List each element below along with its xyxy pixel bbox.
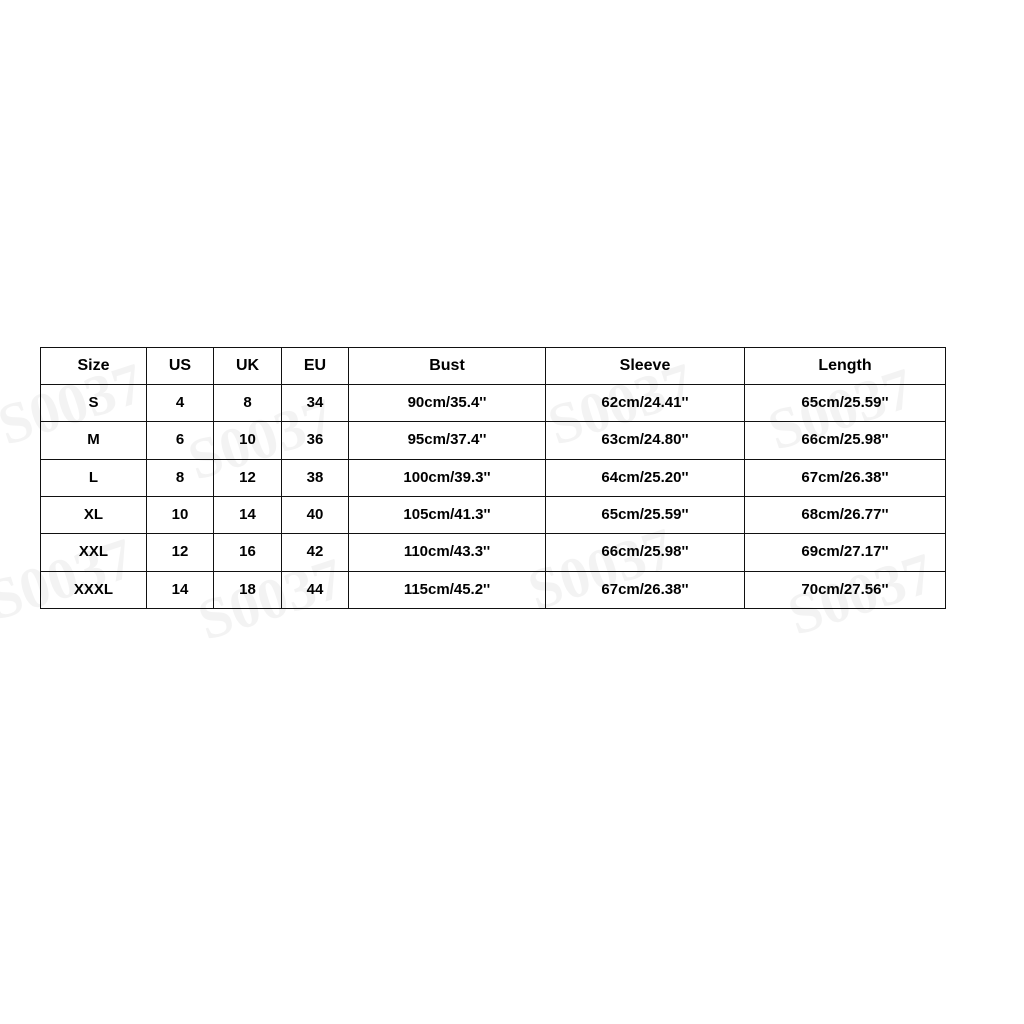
header-uk: UK (214, 348, 282, 385)
header-us: US (147, 348, 214, 385)
cell-sleeve: 64cm/25.20'' (546, 459, 745, 496)
cell-bust: 115cm/45.2'' (349, 571, 546, 608)
cell-sleeve: 63cm/24.80'' (546, 422, 745, 459)
header-bust: Bust (349, 348, 546, 385)
cell-size: M (41, 422, 147, 459)
cell-uk: 14 (214, 496, 282, 533)
table-row (41, 385, 946, 422)
cell-size: L (41, 459, 147, 496)
size-chart-table (40, 347, 946, 609)
cell-us: 6 (147, 422, 214, 459)
table-row (41, 422, 946, 459)
cell-length: 65cm/25.59'' (745, 385, 946, 422)
cell-eu: 38 (282, 459, 349, 496)
cell-uk: 16 (214, 534, 282, 571)
table-header-row (41, 348, 946, 385)
header-sleeve: Sleeve (546, 348, 745, 385)
cell-eu: 42 (282, 534, 349, 571)
cell-length: 68cm/26.77'' (745, 496, 946, 533)
cell-sleeve: 66cm/25.98'' (546, 534, 745, 571)
cell-sleeve: 65cm/25.59'' (546, 496, 745, 533)
cell-size: XL (41, 496, 147, 533)
cell-length: 70cm/27.56'' (745, 571, 946, 608)
cell-bust: 95cm/37.4'' (349, 422, 546, 459)
cell-size: XXL (41, 534, 147, 571)
table-row (41, 459, 946, 496)
table-row (41, 571, 946, 608)
cell-size: S (41, 385, 147, 422)
cell-size: XXXL (41, 571, 147, 608)
cell-us: 4 (147, 385, 214, 422)
table-row (41, 534, 946, 571)
cell-bust: 90cm/35.4'' (349, 385, 546, 422)
cell-length: 67cm/26.38'' (745, 459, 946, 496)
header-eu: EU (282, 348, 349, 385)
cell-uk: 18 (214, 571, 282, 608)
header-size: Size (41, 348, 147, 385)
cell-length: 66cm/25.98'' (745, 422, 946, 459)
cell-length: 69cm/27.17'' (745, 534, 946, 571)
cell-us: 14 (147, 571, 214, 608)
cell-bust: 110cm/43.3'' (349, 534, 546, 571)
cell-eu: 34 (282, 385, 349, 422)
cell-eu: 40 (282, 496, 349, 533)
cell-us: 10 (147, 496, 214, 533)
cell-uk: 8 (214, 385, 282, 422)
cell-bust: 105cm/41.3'' (349, 496, 546, 533)
cell-eu: 36 (282, 422, 349, 459)
cell-uk: 10 (214, 422, 282, 459)
cell-us: 8 (147, 459, 214, 496)
table-row (41, 496, 946, 533)
cell-sleeve: 62cm/24.41'' (546, 385, 745, 422)
cell-uk: 12 (214, 459, 282, 496)
header-length: Length (745, 348, 946, 385)
cell-us: 12 (147, 534, 214, 571)
cell-sleeve: 67cm/26.38'' (546, 571, 745, 608)
cell-eu: 44 (282, 571, 349, 608)
cell-bust: 100cm/39.3'' (349, 459, 546, 496)
